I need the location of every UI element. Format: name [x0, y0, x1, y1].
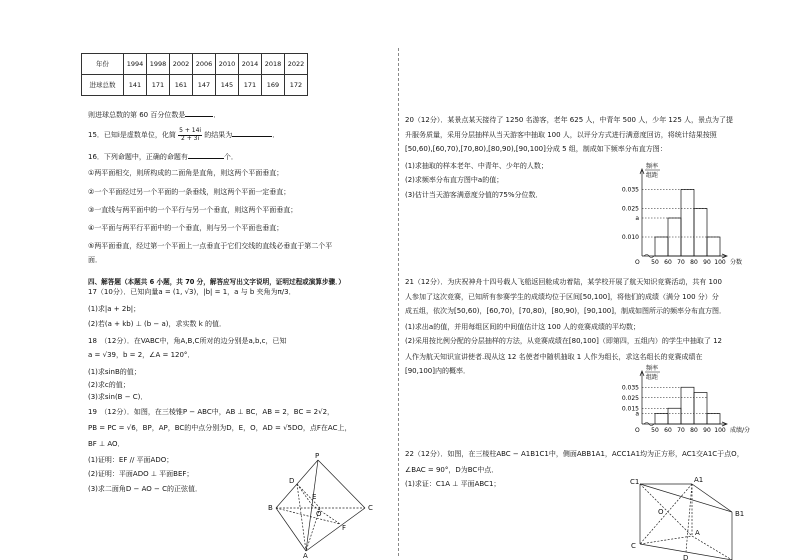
table-cell: 2002 [170, 54, 193, 75]
segment-do [297, 484, 320, 508]
q21-part1: (1)求出a的值，并用每组区间的中间值估计这 100 人的竞赛成绩的平均数； [405, 323, 641, 331]
table-row-label: 进球总数 [82, 75, 124, 96]
histogram-bar [655, 237, 668, 256]
q16-item: 面． [88, 256, 102, 264]
q21-line: 人参加了这次竞赛，已知所有参赛学生的成绩均位于区间[50,100]，将他们的成绩（满分 100 分）分 [405, 293, 719, 301]
q17-condition: a = (1, √3)，|b| = 1，a 与 b 夹角为 [158, 288, 278, 296]
table-cell: 1998 [147, 54, 170, 75]
x-tick-label: 60 [664, 427, 672, 434]
q14-tail: 则进球总数的第 60 百分位数是 ． [88, 111, 221, 119]
fraction-denominator: 2 + 3i [181, 134, 200, 142]
edge-pc [318, 460, 365, 508]
q15: 15．已知i是虚数单位，化简 $\frac{5 + 14i}{2 + 3i}$ 的结果为 ． [88, 127, 280, 142]
table-cell: 145 [216, 75, 239, 96]
right-column [398, 0, 794, 560]
y-tick-label: 0.035 [621, 186, 639, 194]
table-cell: 2010 [216, 54, 239, 75]
x-tick-label: 70 [677, 259, 685, 266]
table-cell: 2006 [193, 54, 216, 75]
label-c1: C1 [630, 478, 640, 486]
q18-condition: a = √39，b = 2，∠A = 120°． [88, 351, 195, 359]
y-axis-label: 频率 [646, 163, 659, 170]
label-d: D [289, 477, 295, 485]
table-cell: 169 [262, 75, 285, 96]
x-tick-label: 50 [651, 259, 659, 266]
q20-part2: (2)求频率分布直方图中a的值； [405, 176, 504, 184]
q20-part1: (1)求抽取的样本老年、中青年、少年的人数； [405, 162, 548, 170]
y-tick-label: 0.035 [621, 384, 639, 392]
histogram-q20 [616, 152, 786, 266]
q20-line: 20（12分）．某景点某天接待了 1250 名游客，老年 625 人，中青年 500 人，少年 125 人，景点为了提 [405, 116, 734, 124]
q19-condition: PB = PC = √6，BP，AP，BC的中点分别为D，E，O，AD = √5DO，点F在AC上， [88, 424, 352, 432]
q19-part2: (2)证明：平面ADO ⊥ 平面BEF； [88, 470, 194, 478]
table-header-label: 年份 [82, 54, 124, 75]
x-axis-label: 分数 [730, 259, 743, 266]
y-tick-label: 0.025 [621, 205, 639, 213]
q16-item: ⑤两平面垂直，经过第一个平面上一点垂直于它们交线的直线必垂直于第二个平 [88, 242, 333, 250]
label-o: O [316, 510, 322, 518]
q17-stem: 17（10分）．已知向量a = (1, √3)，|b| = 1，a 与 b 夹角为π/3． [88, 288, 296, 296]
q20-part3: (3)估计当天游客满意度分值的75%分位数． [405, 191, 543, 199]
label-p: P [315, 452, 320, 460]
histogram-bar [694, 393, 707, 425]
q18-stem: 18 （12分）．在VABC中，角A,B,C所对的边分别是a,b,c，已知 [88, 337, 287, 345]
x-tick-label: 100 [714, 427, 726, 434]
answer-blank [232, 130, 272, 137]
y-tick-label: 0.010 [621, 234, 639, 241]
origin-label: O [635, 259, 640, 266]
histogram-bar [681, 387, 694, 424]
q21-part2-cont: 人作为航天知识宣讲使者.现从这 12 名使者中随机抽取 1 人作为组长，求这名组长的竞赛成绩在 [405, 353, 703, 361]
q16-stem-suffix: 个． [223, 153, 238, 161]
table-cell: 172 [285, 75, 308, 96]
q19-condition-2: BF ⊥ AO． [88, 440, 125, 448]
q15-fraction [178, 128, 202, 142]
x-axis-label: 成绩/分 [730, 427, 751, 434]
histogram-q21 [616, 358, 788, 442]
q22-condition: ∠BAC = 90°，D为BC中点． [405, 466, 499, 474]
histogram-bar [694, 209, 707, 257]
table-cell: 141 [124, 75, 147, 96]
fraction-numerator: 5 + 14i [179, 127, 202, 134]
edge-pa [306, 460, 318, 551]
q18-part3: (3)求sin(B − C)． [88, 393, 148, 401]
goals-table [81, 53, 308, 96]
q22-stem: 22（12分）．如图，在三棱柱ABC − A1B1C1中，侧面ABB1A1，ACC1A1均为正方形，AC1交A1C于点O， [405, 450, 744, 458]
label-d: D [683, 554, 689, 560]
table-row [82, 75, 308, 96]
x-tick-label: 80 [690, 427, 698, 434]
q21-part2: (2)采用按比例分配的分层抽样的方法，从竞赛成绩在[80,100]（即第四，五组内）的学生中抽取了 12 [405, 337, 723, 345]
x-tick-label: 50 [651, 427, 659, 434]
x-tick-label: 90 [703, 259, 711, 266]
histogram-bar [655, 414, 668, 425]
histogram-bar [707, 237, 720, 256]
x-tick-label: 90 [703, 427, 711, 434]
histogram-bar [707, 414, 720, 425]
y-axis-label: 组距 [646, 172, 659, 179]
y-axis-label: 频率 [646, 365, 659, 372]
y-tick-label: a [635, 215, 639, 222]
table-cell: 1994 [124, 54, 147, 75]
origin-label: O [635, 427, 640, 434]
q18-part2: (2)求c的值； [88, 381, 130, 389]
q16-item: ④一平面与两平行平面中的一个垂直，则与另一个平面也垂直； [88, 224, 284, 232]
label-b: B [268, 504, 273, 512]
table-cell: 2014 [239, 54, 262, 75]
table-cell: 161 [170, 75, 193, 96]
label-a1: A1 [694, 476, 704, 484]
q14-text: 则进球总数的第 60 百分位数是 [88, 111, 186, 119]
x-tick-label: 80 [690, 259, 698, 266]
y-tick-label: a [635, 410, 639, 418]
table-cell: 2018 [262, 54, 285, 75]
label-c: C [631, 542, 636, 550]
q19-part3: (3)求二面角D − AO − C的正弦值． [88, 485, 202, 493]
q22-prism-figure [624, 474, 750, 560]
q17-part1: (1)求|a + 2b|； [88, 305, 141, 313]
edge-ca [640, 536, 692, 544]
q21-line: 成五组，依次为[50,60)，[60,70)，[70,80)，[80,90)，[90,100]，制成如图所示的频率分布直方图． [405, 307, 726, 315]
q21-part2-cont: [90,100]内的概率． [405, 367, 470, 375]
q17-label: 17（10分）．已知向量 [88, 288, 159, 296]
edge-ac [306, 508, 365, 551]
diag-a1c [640, 484, 692, 544]
q22-part1: (1)求证：C1A ⊥ 平面ABC1； [405, 480, 501, 488]
answer-blank [185, 110, 213, 117]
q19-part1: (1)证明：EF // 平面ADO； [88, 456, 174, 464]
x-tick-label: 70 [677, 427, 685, 434]
label-f: F [342, 524, 347, 532]
label-c: C [368, 504, 373, 512]
histogram-bar [681, 190, 694, 257]
table-header-row [82, 54, 308, 75]
label-a: A [695, 529, 700, 537]
y-tick-label: 0.015 [621, 405, 639, 413]
edge-a1b1 [692, 484, 732, 512]
q15-suffix: 的结果为 [204, 131, 233, 140]
table-cell: 171 [239, 75, 262, 96]
q16-item: ③一直线与两平面中的一个平行与另一个垂直，则这两个平面垂直； [88, 206, 298, 214]
table-cell: 2022 [285, 54, 308, 75]
x-tick-label: 60 [664, 259, 672, 266]
q17-angle: π/3 [277, 288, 289, 296]
label-e: E [312, 493, 317, 501]
segment-a1d [686, 484, 692, 552]
y-tick-label: 0.025 [621, 394, 639, 402]
q21-line: 21（12分）．为庆祝神舟十四号载人飞船返回舱成功着陆，某学校开展了航天知识竞赛活动，共有 100 [405, 278, 722, 286]
q15-prefix: 15．已知i是虚数单位，化简 [88, 131, 176, 140]
answer-blank [188, 152, 224, 159]
q20-line: 升服务质量，采用分层抽样从当天游客中抽取 100 人，以评分方式进行满意度回访，将统计结果按照 [405, 131, 717, 139]
x-tick-label: 100 [714, 259, 726, 266]
label-o: O [658, 508, 664, 516]
section-4-heading: 四、解答题（本题共 6 小题，共 70 分，解答应写出文字说明，证明过程或演算步骤．） [88, 278, 346, 286]
label-b1: B1 [735, 510, 745, 518]
q17-part2: (2)若(a + kb) ⊥ (b − a)，求实数 k 的值． [88, 320, 227, 328]
q16-item: ①两平面相交，则所构成的二面角是直角，则这两个平面垂直； [88, 169, 284, 177]
table-cell: 147 [193, 75, 216, 96]
q19-stem: 19 （12分）．如图，在三棱锥P − ABC中，AB ⊥ BC，AB = 2，BC = 2√2， [88, 408, 335, 416]
q16-stem-text: 16．下列命题中，正确的命题有 [88, 153, 188, 161]
q19-pyramid-figure [262, 450, 382, 558]
histogram-bar [668, 408, 681, 424]
edge-c1b1 [640, 484, 732, 512]
q20-line: [50,60),[60,70),[70,80),[80,90),[90,100]分成 5 组，制成如下频率分布直方图： [405, 145, 667, 153]
q18-part1: (1)求sinB的值； [88, 368, 141, 376]
q16-item: ②一个平面经过另一个平面的一条垂线，则这两个平面一定垂直； [88, 188, 291, 196]
q16-stem [88, 152, 238, 162]
segment-ad [297, 484, 306, 551]
table-cell: 171 [147, 75, 170, 96]
y-axis-label: 组距 [646, 374, 659, 381]
label-a: A [303, 552, 308, 558]
